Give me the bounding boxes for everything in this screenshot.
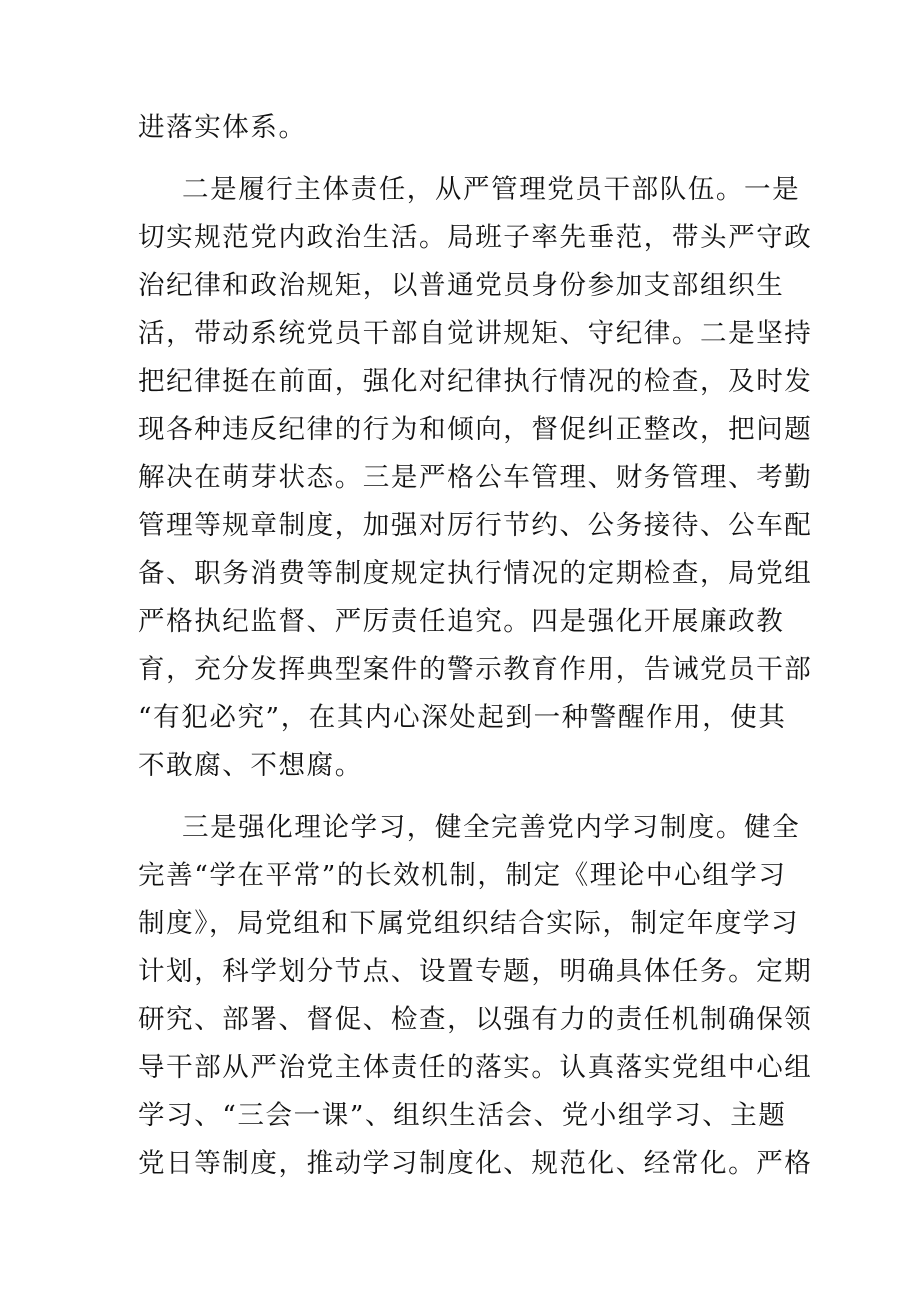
text-line: 现各种违反纪律的行为和倾向，督促纠正整改，把问题: [138, 414, 813, 445]
text-line: 把纪律挺在前面，强化对纪律执行情况的检查，及时发: [138, 366, 813, 397]
text-line: 切实规范党内政治生活。局班子率先垂范，带头严守政: [138, 222, 813, 253]
text-line: 进落实体系。: [138, 112, 307, 143]
text-line: 党日等制度，推动学习制度化、规范化、经常化。严格: [138, 1148, 813, 1179]
text-line: 活，带动系统党员干部自觉讲规矩、守纪律。二是坚持: [138, 318, 813, 349]
text-line: 计划，科学划分节点、设置专题，明确具体任务。定期: [138, 956, 813, 987]
text-line: 备、职务消费等制度规定执行情况的定期检查，局党组: [138, 558, 813, 589]
text-line: 制度》，局党组和下属党组织结合实际，制定年度学习: [138, 908, 800, 939]
text-line: 育，充分发挥典型案件的警示教育作用，告诫党员干部: [138, 654, 813, 685]
text-line: 管理等规章制度，加强对厉行节约、公务接待、公车配: [138, 510, 813, 541]
text-line: 解决在萌芽状态。三是严格公车管理、财务管理、考勤: [138, 462, 813, 493]
text-line: 完善“学在平常”的长效机制，制定《理论中心组学习: [138, 860, 787, 891]
paragraph-first-line: 三是强化理论学习，健全完善党内学习制度。健全: [182, 812, 801, 843]
text-line: 研究、部署、督促、检查，以强有力的责任机制确保领: [138, 1004, 813, 1035]
text-line: 学习、“三会一课”、组织生活会、党小组学习、主题: [138, 1100, 787, 1131]
paragraph-first-line: 二是履行主体责任，从严管理党员干部队伍。一是: [182, 174, 801, 205]
text-line: 严格执纪监督、严厉责任追究。四是强化开展廉政教: [138, 606, 785, 637]
text-line: 不敢腐、不想腐。: [138, 750, 363, 781]
text-line: 治纪律和政治规矩，以普通党员身份参加支部组织生: [138, 270, 785, 301]
text-line: 导干部从严治党主体责任的落实。认真落实党组中心组: [138, 1052, 813, 1083]
text-line: “有犯必究”，在其内心深处起到一种警醒作用，使其: [138, 702, 787, 733]
